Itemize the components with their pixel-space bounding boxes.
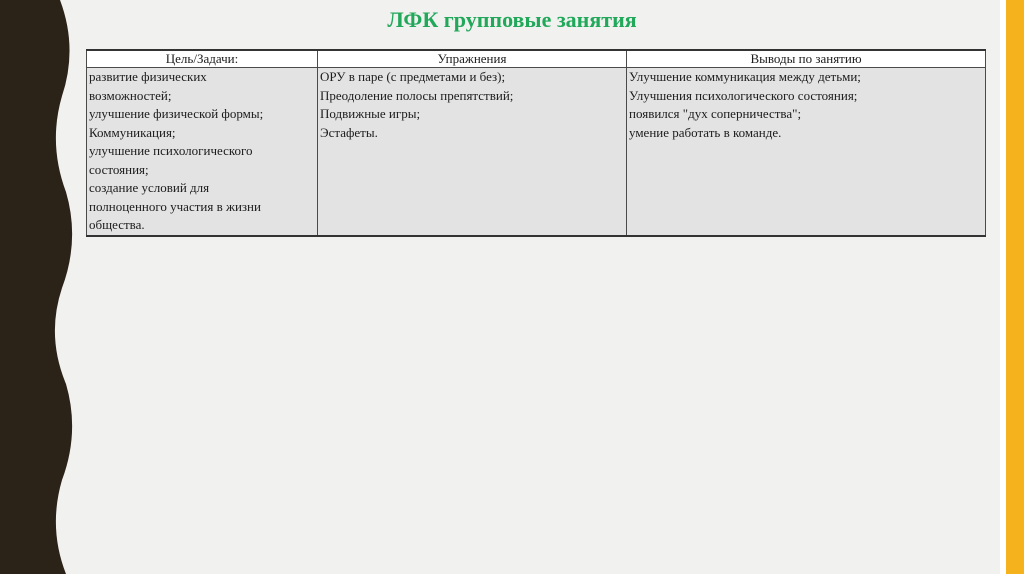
header-exercises: Упражнения — [318, 50, 627, 68]
header-conclusions: Выводы по занятию — [627, 50, 986, 68]
goals-line: создание условий для — [89, 180, 210, 195]
goals-line: состояния; — [89, 161, 149, 177]
table-row — [87, 68, 986, 236]
goals-line: Коммуникация; — [89, 124, 176, 140]
right-yellow-band — [1006, 0, 1024, 574]
exercise-line: ОРУ в паре (с предметами и без); — [320, 69, 506, 84]
goals-line: полноценного участия в жизни — [89, 198, 261, 214]
exercise-line: Эстафеты. — [320, 124, 378, 140]
lesson-table — [86, 49, 986, 237]
goals-line: возможностей; — [89, 87, 172, 103]
goals-line: улучшение физической формы; — [89, 106, 264, 121]
conclusion-line: умение работать в команде. — [629, 124, 782, 140]
exercise-line: Подвижные игры; — [320, 106, 421, 121]
exercise-line: Преодоление полосы препятствий; — [320, 87, 514, 103]
left-wavy-band — [0, 0, 80, 574]
goals-cell — [87, 68, 318, 236]
conclusions-cell — [627, 68, 986, 236]
goals-line: улучшение психологического — [89, 143, 253, 158]
goals-line: развитие физических — [89, 69, 207, 84]
conclusion-line: появился "дух соперничества"; — [629, 106, 802, 121]
conclusion-line: Улучшение коммуникация между детьми; — [629, 69, 861, 84]
table-header-row — [87, 50, 986, 68]
goals-line: общества. — [89, 217, 145, 232]
slide-title: ЛФК групповые занятия — [387, 7, 637, 32]
header-goals: Цель/Задачи: — [87, 50, 318, 68]
exercises-cell — [318, 68, 627, 236]
conclusion-line: Улучшения психологического состояния; — [629, 87, 858, 103]
